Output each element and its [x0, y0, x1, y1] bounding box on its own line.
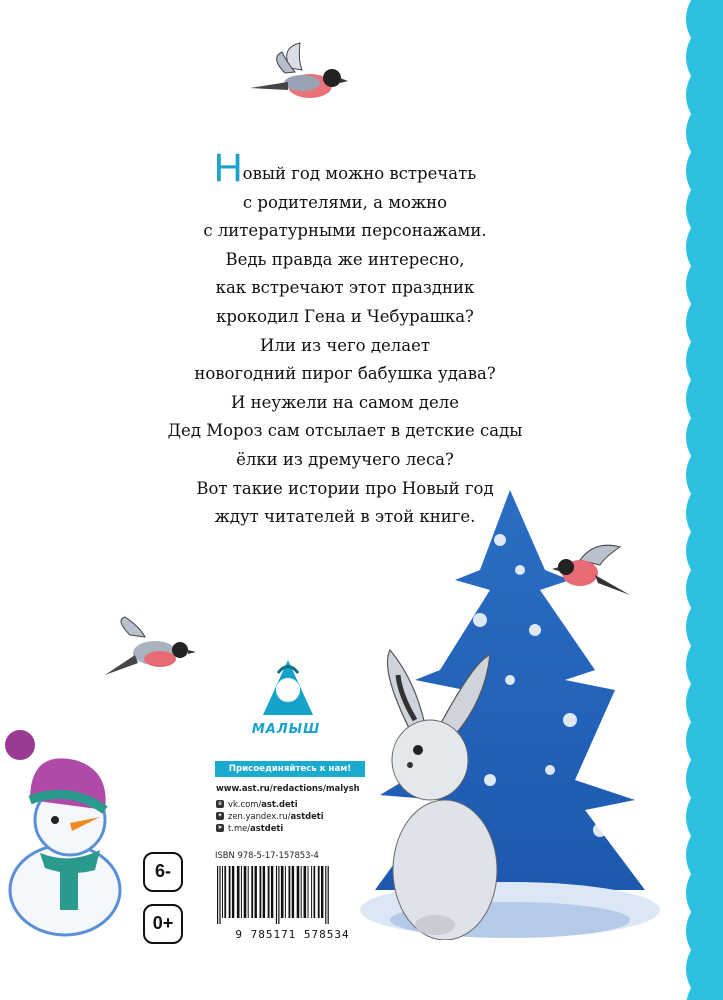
blurb-line: с родителями, а можно: [242, 192, 448, 212]
barcode-bar: [285, 866, 286, 918]
barcode-bar: [251, 866, 253, 918]
blurb-line: ждут читателей в этой книге.: [214, 507, 476, 527]
social-link-vk[interactable]: в vk.com/ast.deti: [216, 799, 298, 809]
white-hare-illustration: [380, 640, 530, 940]
age-badge-6: 6-: [143, 852, 183, 892]
barcode-bar: [281, 866, 284, 918]
book-description: [150, 146, 540, 532]
barcode-bar: [237, 866, 240, 918]
blurb-line: Вот такие истории про Новый год: [196, 478, 494, 498]
barcode-bar: [318, 866, 320, 918]
barcode-bar: [222, 866, 223, 918]
barcode-bar: [260, 866, 262, 918]
vk-icon: в: [216, 800, 224, 808]
barcode-bar: [271, 866, 273, 918]
barcode-bar: [292, 866, 294, 918]
join-us-banner: Присоединяйтесь к нам!: [215, 761, 365, 777]
barcode-bar: [241, 866, 242, 918]
blurb-line: новогодний пирог бабушка удава?: [194, 364, 496, 384]
bullfinch-flying-top: [240, 38, 360, 118]
barcode-bar: [308, 866, 309, 918]
blurb-line: с литературными персонажами.: [203, 221, 487, 241]
barcode-bar: [232, 866, 234, 918]
barcode-bar: [314, 866, 316, 918]
barcode-bar: [328, 866, 329, 924]
isbn-label: ISBN 978-5-17-157853-4: [215, 850, 319, 860]
bullfinch-left: [100, 615, 215, 690]
barcode-bar: [276, 866, 277, 924]
blurb-line: крокодил Гена и Чебурашка?: [216, 306, 474, 326]
barcode-bar: [321, 866, 323, 918]
blurb-line: как встречают этот праздник: [215, 278, 475, 298]
barcode-bar: [325, 866, 326, 924]
barcode-bar: [224, 866, 226, 918]
blurb-line-1: Новый год можно встречать: [213, 146, 477, 190]
barcode-bar: [304, 866, 307, 918]
blurb-line: Или из чего делает: [260, 335, 430, 355]
barcode-bar: [255, 866, 257, 918]
age-rating-0plus: 0+: [143, 904, 183, 944]
barcode-bar: [311, 866, 312, 918]
telegram-icon: ➤: [217, 824, 223, 831]
barcode-bar: [244, 866, 247, 918]
social-link-zen[interactable]: ✦ zen.yandex.ru/astdeti: [217, 811, 324, 821]
barcode-bar: [229, 866, 231, 918]
publisher-logo-text: МАЛЫШ: [251, 722, 321, 737]
barcode-bar: [217, 866, 218, 924]
blurb-line: ёлки из дремучего леса?: [236, 449, 454, 469]
social-link-telegram[interactable]: ➤ t.me/astdeti: [217, 823, 284, 833]
drop-cap: Н: [213, 146, 243, 190]
barcode: [215, 866, 370, 924]
barcode-bar: [278, 866, 279, 924]
zen-icon: ✦: [217, 812, 223, 819]
bullfinch-right: [550, 535, 640, 610]
blurb-line: И неужели на самом деле: [231, 392, 459, 412]
snowman-illustration: [0, 725, 130, 940]
barcode-bar: [219, 866, 220, 924]
publisher-website[interactable]: www.ast.ru/redactions/malysh: [216, 783, 360, 793]
wavy-turquoise-border: [663, 0, 723, 1000]
barcode-digits: 9 785171 578534: [235, 928, 350, 941]
barcode-bar: [297, 866, 300, 918]
barcode-bar: [263, 866, 265, 918]
blurb-line: Ведь правда же интересно,: [225, 249, 465, 269]
barcode-bar: [268, 866, 270, 918]
barcode-bar: [301, 866, 302, 918]
barcode-bar: [289, 866, 291, 918]
malysh-logo-icon: [258, 655, 318, 720]
blurb-line: Дед Мороз сам отсылает в детские сады: [167, 421, 523, 441]
barcode-bar: [248, 866, 249, 918]
